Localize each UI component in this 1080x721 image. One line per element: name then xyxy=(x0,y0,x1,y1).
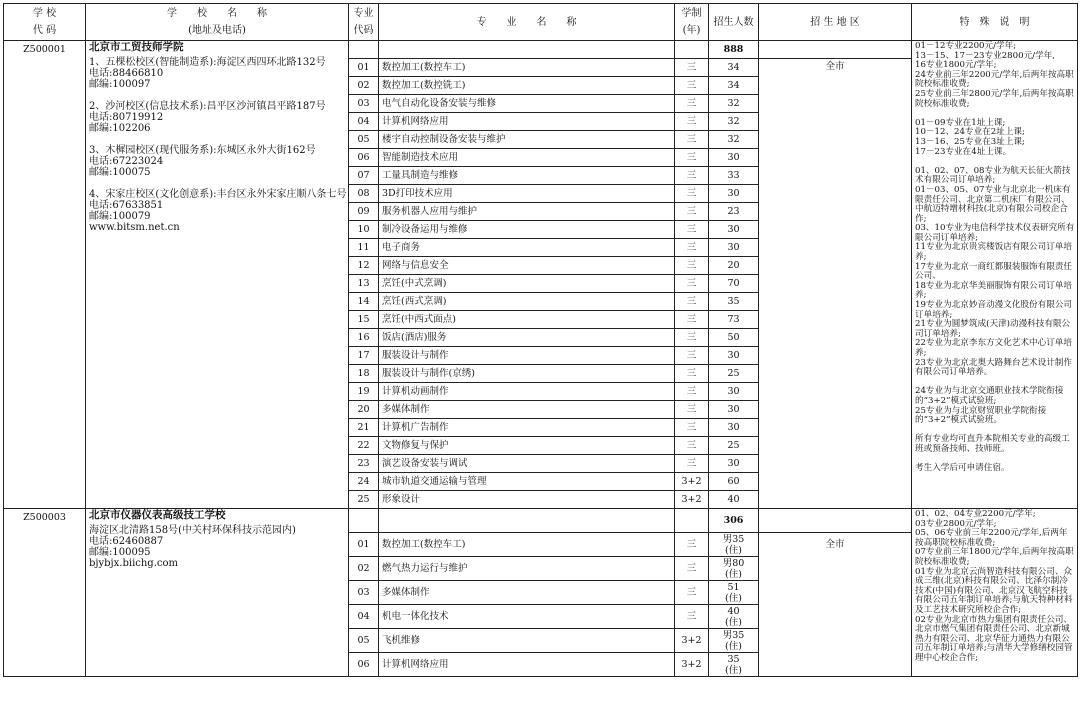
campus-address: 海淀区北清路158号(中关村环保科技示范园内) xyxy=(89,525,296,536)
major-duration: 三 xyxy=(675,533,709,557)
major-name: 服务机器人应用与维护 xyxy=(379,203,675,221)
region-cell xyxy=(759,509,912,533)
major-name: 数控加工(数控车工) xyxy=(379,533,675,557)
major-code: 03 xyxy=(349,581,379,605)
major-name: 多媒体制作 xyxy=(379,581,675,605)
major-name: 计算机广告制作 xyxy=(379,419,675,437)
school-summary-row xyxy=(4,41,1078,59)
major-name: 城市轨道交通运输与管理 xyxy=(379,473,675,491)
major-code: 06 xyxy=(349,653,379,677)
major-code-cell xyxy=(349,41,379,59)
campus-address: 4、宋家庄校区(文化创意系):丰台区永外宋家庄顺八条七号 xyxy=(89,189,347,200)
major-count: 25 xyxy=(709,365,759,383)
major-code: 01 xyxy=(349,533,379,557)
major-name: 3D打印技术应用 xyxy=(379,185,675,203)
major-count: 32 xyxy=(709,95,759,113)
major-duration: 三 xyxy=(675,419,709,437)
major-name: 服装设计与制作(京绣) xyxy=(379,365,675,383)
major-duration: 三 xyxy=(675,605,709,629)
major-code: 12 xyxy=(349,257,379,275)
duration-cell xyxy=(675,509,709,533)
major-name: 计算机动画制作 xyxy=(379,383,675,401)
major-duration: 三 xyxy=(675,365,709,383)
school-info xyxy=(86,509,349,677)
major-duration: 三 xyxy=(675,293,709,311)
major-count: 34 xyxy=(709,59,759,77)
major-duration: 三 xyxy=(675,329,709,347)
major-code: 23 xyxy=(349,455,379,473)
major-code: 24 xyxy=(349,473,379,491)
major-code: 05 xyxy=(349,131,379,149)
major-code: 11 xyxy=(349,239,379,257)
campus-block xyxy=(89,145,348,178)
major-count: 30 xyxy=(709,185,759,203)
major-name: 数控加工(数控铣工) xyxy=(379,77,675,95)
header-duration: 学制 (年) xyxy=(675,4,709,41)
major-duration: 三 xyxy=(675,167,709,185)
major-duration: 三 xyxy=(675,77,709,95)
campus-phone: 电话:67633851 xyxy=(89,200,164,211)
major-name: 服装设计与制作 xyxy=(379,347,675,365)
school-summary-row xyxy=(4,509,1078,533)
major-code: 21 xyxy=(349,419,379,437)
header-school-name-title: 学 校 名 称 xyxy=(167,8,267,19)
major-count: 23 xyxy=(709,203,759,221)
major-code: 06 xyxy=(349,149,379,167)
major-count: 30 xyxy=(709,149,759,167)
major-name: 烹饪(中西式面点) xyxy=(379,311,675,329)
major-name: 飞机维修 xyxy=(379,629,675,653)
major-name: 烹饪(西式烹调) xyxy=(379,293,675,311)
campus-phone: 电话:67223024 xyxy=(89,156,164,167)
major-code: 04 xyxy=(349,113,379,131)
major-code: 22 xyxy=(349,437,379,455)
campus-phone: 电话:62460887 xyxy=(89,536,164,547)
major-count: 60 xyxy=(709,473,759,491)
major-code: 08 xyxy=(349,185,379,203)
campus-address: 2、沙河校区(信息技术系):昌平区沙河镇昌平路187号 xyxy=(89,101,326,112)
school-website: www.bitsm.net.cn xyxy=(89,222,180,233)
header-major-name: 专 业 名 称 xyxy=(379,4,675,41)
major-code: 02 xyxy=(349,77,379,95)
major-code: 01 xyxy=(349,59,379,77)
major-duration: 三 xyxy=(675,221,709,239)
major-count: 32 xyxy=(709,131,759,149)
major-count: 51 (住) xyxy=(709,581,759,605)
school-address xyxy=(89,525,348,569)
major-duration: 三 xyxy=(675,257,709,275)
major-code: 04 xyxy=(349,605,379,629)
major-code: 05 xyxy=(349,629,379,653)
major-count: 30 xyxy=(709,347,759,365)
major-duration: 三 xyxy=(675,113,709,131)
duration-cell xyxy=(675,41,709,59)
school-notes xyxy=(912,509,1078,677)
major-duration: 三 xyxy=(675,383,709,401)
major-code: 15 xyxy=(349,311,379,329)
major-count: 35 (住) xyxy=(709,653,759,677)
major-name: 工量具制造与维修 xyxy=(379,167,675,185)
major-code: 18 xyxy=(349,365,379,383)
major-name: 烹饪(中式烹调) xyxy=(379,275,675,293)
major-name: 燃气热力运行与维护 xyxy=(379,557,675,581)
campus-address: 3、木樨园校区(现代服务系):东城区永外大街162号 xyxy=(89,145,316,156)
campus-block xyxy=(89,57,348,90)
campus-zip: 邮编:100079 xyxy=(89,211,151,222)
school-info xyxy=(86,41,349,509)
major-name-cell xyxy=(379,509,675,533)
school-name: 北京市工贸技师学院 xyxy=(89,41,184,53)
school-region: 全市 xyxy=(759,59,912,509)
major-name: 电气自动化设备安装与维修 xyxy=(379,95,675,113)
major-duration: 三 xyxy=(675,275,709,293)
major-count: 30 xyxy=(709,401,759,419)
major-name: 楼宇自动控制设备安装与维护 xyxy=(379,131,675,149)
campus-zip: 邮编:100095 xyxy=(89,547,151,558)
admission-table xyxy=(3,3,1078,677)
major-code: 13 xyxy=(349,275,379,293)
school-address xyxy=(89,57,348,233)
table-body xyxy=(4,41,1078,677)
major-count: 70 xyxy=(709,275,759,293)
major-count: 40 xyxy=(709,491,759,509)
major-duration: 三 xyxy=(675,59,709,77)
major-duration: 三 xyxy=(675,347,709,365)
major-name-cell xyxy=(379,41,675,59)
major-duration: 三 xyxy=(675,437,709,455)
major-code: 07 xyxy=(349,167,379,185)
major-duration: 3+2 xyxy=(675,629,709,653)
school-code: Z500003 xyxy=(4,509,86,677)
major-code: 02 xyxy=(349,557,379,581)
major-code: 16 xyxy=(349,329,379,347)
major-name: 多媒体制作 xyxy=(379,401,675,419)
school-total: 888 xyxy=(709,41,759,59)
major-name: 数控加工(数控车工) xyxy=(379,59,675,77)
major-count: 40 (住) xyxy=(709,605,759,629)
major-name: 形象设计 xyxy=(379,491,675,509)
major-count: 20 xyxy=(709,257,759,275)
major-code: 25 xyxy=(349,491,379,509)
header-school-code: 学 校 代 码 xyxy=(4,4,86,41)
major-count: 男35 (住) xyxy=(709,629,759,653)
major-count: 34 xyxy=(709,77,759,95)
major-count: 32 xyxy=(709,113,759,131)
major-duration: 三 xyxy=(675,455,709,473)
major-count: 30 xyxy=(709,221,759,239)
campus-block xyxy=(89,525,348,558)
major-duration: 三 xyxy=(675,131,709,149)
header-region: 招 生 地 区 xyxy=(759,4,912,41)
notes-text: 01－12专业2200元/学年; 13－15、17－23专业2800元/学年, 16专业1800元/学年; 24专业前三年2200元/学年,后两年按高职院校标准收费; 25专业前三年2800元/学年,后两年按高职院校标准收费; 01－09专业在1址上课; 10－12、24专业在2址上课; 13－16、25专业在3址上课; 17－23专业在4址上课。 01、02、07、08专业为航天长征火箭技术有限公司订单培养; 01－03、05、07专业与北京北一机床有限责任公司、北京第二机床厂有限公司、中航迈特增材科技(北京)有限公司校企合作; 03、10专业为电信科学技术仪表研究所有限公司订单培养; 11专业为北京贵宾楼饭店有限公司订单培养; 17专业为北京一商红都服装服饰有限责任公司、 18专业为北京华美丽服饰有限公司订单培养; 19专业为北京妙音动漫文化股份有限公司订单培养; 21专业为圆梦筑成(天津)动漫科技有限公司订单培养; 22专业为北京李东方文化艺术中心订单培养; 23专业为北京北奥大路舞台艺术设计制作有限公司订单培养。 24专业为与北京交通职业技术学院衔接的“3+2”模式试验班; 25专业为与北京财贸职业学院衔接的“3+2”模式试验班。 所有专业均可直升本院相关专业的高级工班或预备技师、技师班。 考生入学后可申请住宿。 xyxy=(915,41,1075,474)
campus-address: 1、五棵松校区(智能制造系):海淀区西四环北路132号 xyxy=(89,57,326,68)
major-duration: 三 xyxy=(675,185,709,203)
major-name: 机电一体化技术 xyxy=(379,605,675,629)
header-school-name-sub: (地址及电话) xyxy=(188,25,246,36)
major-duration: 3+2 xyxy=(675,473,709,491)
major-code-cell xyxy=(349,509,379,533)
major-name: 电子商务 xyxy=(379,239,675,257)
campus-zip: 邮编:102206 xyxy=(89,123,151,134)
major-name: 计算机网络应用 xyxy=(379,113,675,131)
major-count: 男35 (住) xyxy=(709,533,759,557)
major-duration: 三 xyxy=(675,239,709,257)
major-count: 男80 (住) xyxy=(709,557,759,581)
major-duration: 三 xyxy=(675,581,709,605)
school-name: 北京市仪器仪表高级技工学校 xyxy=(89,509,226,521)
major-code: 20 xyxy=(349,401,379,419)
major-code: 19 xyxy=(349,383,379,401)
major-code: 17 xyxy=(349,347,379,365)
major-code: 09 xyxy=(349,203,379,221)
major-count: 25 xyxy=(709,437,759,455)
major-count: 35 xyxy=(709,293,759,311)
school-total: 306 xyxy=(709,509,759,533)
campus-phone: 电话:88466810 xyxy=(89,68,164,79)
major-duration: 三 xyxy=(675,203,709,221)
major-count: 73 xyxy=(709,311,759,329)
campus-block xyxy=(89,189,348,222)
school-region: 全市 xyxy=(759,533,912,677)
major-code: 10 xyxy=(349,221,379,239)
major-count: 30 xyxy=(709,419,759,437)
major-duration: 三 xyxy=(675,95,709,113)
header-row xyxy=(4,4,1078,41)
major-duration: 三 xyxy=(675,401,709,419)
header-school-name xyxy=(86,4,349,41)
major-count: 30 xyxy=(709,455,759,473)
major-count: 50 xyxy=(709,329,759,347)
campus-block xyxy=(89,101,348,134)
major-count: 30 xyxy=(709,239,759,257)
major-name: 制冷设备运用与维修 xyxy=(379,221,675,239)
major-duration: 3+2 xyxy=(675,653,709,677)
major-count: 33 xyxy=(709,167,759,185)
campus-zip: 邮编:100097 xyxy=(89,79,151,90)
header-notes: 特 殊 说 明 xyxy=(912,4,1078,41)
major-name: 演艺设备安装与调试 xyxy=(379,455,675,473)
major-name: 文物修复与保护 xyxy=(379,437,675,455)
school-website: bjybjx.biichg.com xyxy=(89,558,178,569)
campus-zip: 邮编:100075 xyxy=(89,167,151,178)
major-count: 30 xyxy=(709,383,759,401)
major-code: 14 xyxy=(349,293,379,311)
campus-phone: 电话:80719912 xyxy=(89,112,164,123)
major-duration: 三 xyxy=(675,149,709,167)
header-major-code: 专业 代码 xyxy=(349,4,379,41)
school-notes xyxy=(912,41,1078,509)
school-code: Z500001 xyxy=(4,41,86,509)
notes-text: 01、02、04专业2200元/学年; 03专业2800元/学年; 05、06专业前三年2200元/学年,后两年按高职院校标准收费; 07专业前三年1800元/学年,后两年按高职院校标准收费; 01专业为北京云尚智造科技有限公司、众成三维(北京)科技有限公司、比泽尔制冷技术(中国)有限公司、北京汉飞航空科技有限公司五年制订单培养;与航天特种材料及工艺技术研究所校企合作; 02专业为北京市热力集团有限责任公司、北京市燃气集团有限责任公司、北京新城热力有限公司、北京华征力通热力有限公司五年制订单培养;与清华大学修缮校园管理中心校企合作; xyxy=(915,509,1074,663)
major-duration: 三 xyxy=(675,557,709,581)
major-name: 饭店(酒店)服务 xyxy=(379,329,675,347)
major-duration: 3+2 xyxy=(675,491,709,509)
major-duration: 三 xyxy=(675,311,709,329)
major-name: 网络与信息安全 xyxy=(379,257,675,275)
header-enroll: 招生人数 xyxy=(709,4,759,41)
major-code: 03 xyxy=(349,95,379,113)
major-name: 计算机网络应用 xyxy=(379,653,675,677)
region-cell xyxy=(759,41,912,59)
major-name: 智能制造技术应用 xyxy=(379,149,675,167)
